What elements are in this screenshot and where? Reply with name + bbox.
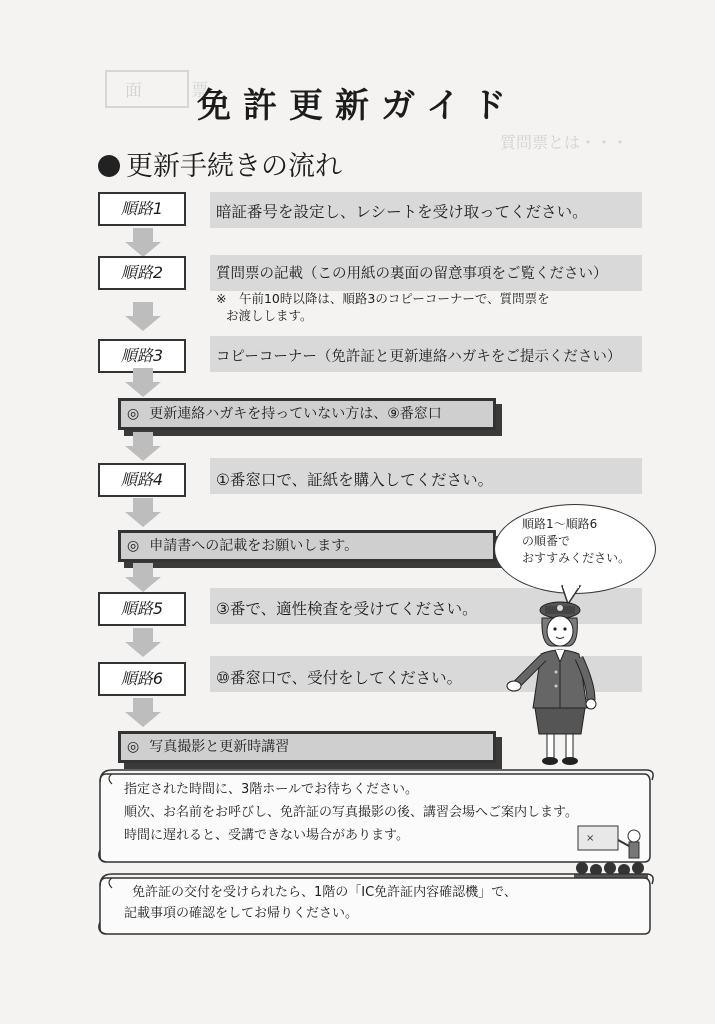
info1-line1: 指定された時間に、3階ホールでお待ちください。 <box>124 782 419 797</box>
down-arrow-icon <box>123 302 163 332</box>
police-officer-illustration <box>505 596 610 768</box>
step-1-label: 順路1 <box>98 192 186 226</box>
info-block-1 <box>124 778 578 847</box>
page-title: 免許更新ガイド <box>197 86 518 126</box>
down-arrow-icon <box>123 228 163 258</box>
bleed-through-stamp-text: 面 票 <box>125 81 231 101</box>
step-6-text: ⑩番窓口で、受付をしてください。 <box>216 669 463 687</box>
info2-line1: 免許証の交付を受けられたら、1階の「IC免許証内容確認機」で、 <box>132 885 517 900</box>
step-5-label: 順路5 <box>98 592 186 626</box>
info2-line2: 記載事項の確認をしてお帰りください。 <box>124 906 359 921</box>
bubble-line3: おすすみください。 <box>522 551 631 565</box>
down-arrow-icon <box>123 368 163 398</box>
section-heading <box>98 144 342 183</box>
speech-bubble-text <box>522 516 630 567</box>
info-block-2 <box>124 882 517 924</box>
double-circle-icon: ◎ <box>127 406 140 422</box>
bullet-dot-icon <box>98 155 120 177</box>
down-arrow-icon <box>123 698 163 728</box>
svg-text:×: × <box>586 833 595 844</box>
notice-text: 写真撮影と更新時講習 <box>149 739 290 755</box>
step-1-text: 暗証番号を設定し、レシートを受け取ってください。 <box>216 203 588 221</box>
step-2-text: 質問票の記載（この用紙の裏面の留意事項をご覧ください） <box>216 266 608 282</box>
notice-application-form <box>118 530 496 562</box>
step-2-note-line2: お渡しします。 <box>226 308 313 323</box>
notice-text: 申請書への記載をお願いします。 <box>149 538 359 554</box>
double-circle-icon: ◎ <box>127 739 140 755</box>
notice-text: 更新連絡ハガキを持っていない方は、⑨番窓口 <box>149 406 442 422</box>
step-6-label: 順路6 <box>98 662 186 696</box>
step-3-text: コピーコーナー（免許証と更新連絡ハガキをご提示ください） <box>216 349 622 365</box>
step-4-label: 順路4 <box>98 463 186 497</box>
bubble-line1: 順路1～順路6 <box>522 517 598 531</box>
notice-photo-lecture <box>118 731 496 763</box>
double-circle-icon: ◎ <box>127 538 140 554</box>
down-arrow-icon <box>123 628 163 658</box>
step-5-text: ③番で、適性検査を受けてください。 <box>216 600 478 618</box>
down-arrow-icon <box>123 498 163 528</box>
step-2-label: 順路2 <box>98 256 186 290</box>
down-arrow-icon <box>123 563 163 593</box>
info1-line2: 順次、お名前をお呼びし、免許証の写真撮影の後、講習会場へご案内します。 <box>124 805 578 820</box>
step-2-note <box>216 290 550 324</box>
step-3-label: 順路3 <box>98 339 186 373</box>
section-heading-text: 更新手続きの流れ <box>126 151 342 182</box>
step-2-note-line1: ※ 午前10時以降は、順路3のコピーコーナーで、質問票を <box>216 291 550 306</box>
bleed-through-title: 質問票とは・・・ <box>500 133 629 152</box>
info1-line3: 時間に遅れると、受講できない場合があります。 <box>124 828 409 843</box>
bubble-line2: の順番で <box>522 534 571 548</box>
notice-no-postcard <box>118 398 496 430</box>
step-4-text: ①番窓口で、証紙を購入してください。 <box>216 471 494 489</box>
down-arrow-icon <box>123 432 163 462</box>
